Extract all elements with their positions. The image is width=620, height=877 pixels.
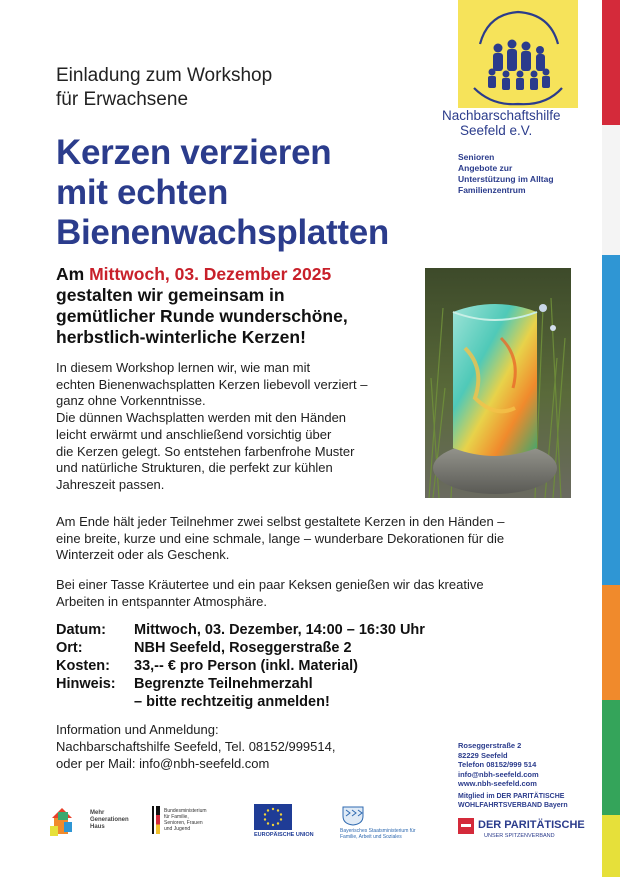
family-hands-icon [458, 0, 578, 108]
intro-text [56, 64, 272, 112]
intro-line-1: Einladung zum Workshop [56, 65, 273, 86]
contact-line: Nachbarschaftshilfe Seefeld, Tel. 08152/999514, [56, 739, 336, 754]
body-line: leicht erwärmt und anschließend vorsichtig über [56, 426, 332, 442]
paritaetische-slogan: UNSER SPITZENVERBAND [484, 833, 555, 839]
title-line-1: Kerzen verzieren [56, 133, 332, 172]
bayern-line: Familie, Arbeit und Soziales [340, 834, 402, 840]
address-line: Roseggerstraße 2 [458, 741, 522, 750]
stripe-blue [602, 255, 620, 585]
detail-value-note: Begrenzte Teilnehmerzahl [134, 676, 313, 692]
intro-line-2: für Erwachsene [56, 89, 189, 110]
lead-text [56, 264, 348, 348]
contact-line: Information und Anmeldung: [56, 722, 219, 737]
contact-info [56, 721, 335, 772]
body-line: Die dünnen Wachsplatten werden mit den Händen [56, 410, 347, 426]
title-line-2: mit echten [56, 173, 229, 212]
mgh-label [90, 810, 129, 831]
body-line: Jahreszeit passen. [56, 476, 165, 492]
org-name [442, 108, 561, 138]
stripe-white [602, 125, 620, 255]
detail-value-cost: 33,-- € pro Person (inkl. Material) [134, 658, 358, 674]
detail-label-cost: Kosten: [56, 658, 110, 674]
detail-label-place: Ort: [56, 640, 83, 656]
stripe-green [602, 700, 620, 815]
membership-note [458, 792, 568, 810]
address-line: Telefon 08152/999 514 [458, 760, 537, 769]
paragraph-result [56, 514, 576, 564]
lead-line-2: gestalten wir gemeinsam in [56, 285, 285, 305]
mgh-line: Generationen [90, 817, 129, 823]
bmfsfj-bar [152, 806, 154, 834]
org-name-line-1: Nachbarschaftshilfe [442, 108, 561, 123]
mgh-line: Haus [90, 824, 105, 830]
address-line: 82229 Seefeld [458, 750, 508, 760]
body-line: Winterzeit oder als Geschenk. [56, 547, 230, 563]
detail-value-date: Mittwoch, 03. Dezember, 14:00 – 16:30 Uhr [134, 622, 425, 638]
german-flag-icon [156, 806, 160, 834]
eu-flag-icon [254, 804, 292, 830]
body-line: Bei einer Tasse Kräutertee und ein paar Keksen genießen wir das kreative [56, 577, 484, 592]
eu-label: EUROPÄISCHE UNION [254, 832, 314, 838]
lead-line-3: gemütlicher Runde wunderschöne, [56, 306, 348, 326]
lead-line-4: herbstlich-winterliche Kerzen! [56, 327, 306, 347]
body-line: die Kerzen gelegt. So entstehen farbenfrohe Muster [56, 443, 355, 459]
body-line: echten Bienenwachsplatten Kerzen liebevoll verziert – [56, 376, 368, 392]
body-line: ganz ohne Vorkenntnisse. [56, 393, 206, 409]
paritaetische-icon [458, 818, 474, 834]
candle-photo [425, 268, 571, 498]
member-line: WOHLFAHRTSVERBAND Bayern [458, 802, 568, 809]
stripe-yellow [602, 815, 620, 877]
body-line: und natürliche Strukturen, die perfekt zur kühlen [56, 460, 333, 476]
detail-value-place: NBH Seefeld, Roseggerstraße 2 [134, 640, 352, 656]
detail-value-note-2: – bitte rechtzeitig anmelden! [134, 694, 330, 710]
member-line: Mitglied im DER PARITÄTISCHE [458, 793, 565, 800]
bmfsfj-line: und Jugend [164, 826, 191, 832]
bmfsfj-line: Bundesministerium [164, 808, 207, 814]
body-line: eine breite, kurze und eine schmale, lange – wunderbare Dekorationen für die [56, 530, 505, 546]
service-item: Angebote zur [458, 163, 513, 173]
bmfsfj-line: für Familie, Senioren, Frauen [164, 814, 203, 826]
detail-label-note: Hinweis: [56, 676, 116, 692]
address-line: info@nbh-seefeld.com [458, 769, 539, 779]
lead-prefix: Am [56, 264, 90, 284]
body-line: Am Ende hält jeder Teilnehmer zwei selbst gestaltete Kerzen in den Händen – [56, 514, 505, 529]
address-line: www.nbh-seefeld.com [458, 779, 537, 788]
service-item: Familienzentrum [458, 185, 526, 195]
contact-line: oder per Mail: info@nbh-seefeld.com [56, 756, 270, 771]
stripe-red [602, 0, 620, 125]
nbh-logo [458, 0, 578, 108]
stripe-orange [602, 585, 620, 700]
org-address [458, 741, 539, 789]
body-line: In diesem Workshop lernen wir, wie man mit [56, 360, 311, 375]
bmfsfj-label [164, 808, 207, 832]
title-line-3: Bienenwachsplatten [56, 213, 390, 252]
event-date: Mittwoch, 03. Dezember 2025 [89, 264, 332, 284]
page-title [56, 133, 389, 253]
mgh-house-icon [48, 804, 88, 838]
service-item: Senioren [458, 152, 495, 162]
paritaetische-name: DER PARITÄTISCHE [478, 819, 585, 831]
body-line: Arbeiten in entspannter Atmosphäre. [56, 593, 268, 609]
detail-label-date: Datum: [56, 622, 106, 638]
bayern-label [340, 828, 416, 840]
service-item: Unterstützung im Alltag [458, 174, 554, 184]
org-services [458, 152, 554, 196]
paragraph-workshop [56, 360, 416, 494]
bavaria-crest-icon [340, 804, 366, 826]
paragraph-atmosphere [56, 577, 576, 610]
mgh-line: Mehr [90, 810, 105, 816]
lead-line-1 [56, 264, 348, 285]
org-name-line-2: Seefeld e.V. [460, 123, 533, 138]
paritaetische-logo [458, 818, 585, 842]
bayern-line: Bayerisches Staatsministerium für [340, 828, 416, 834]
